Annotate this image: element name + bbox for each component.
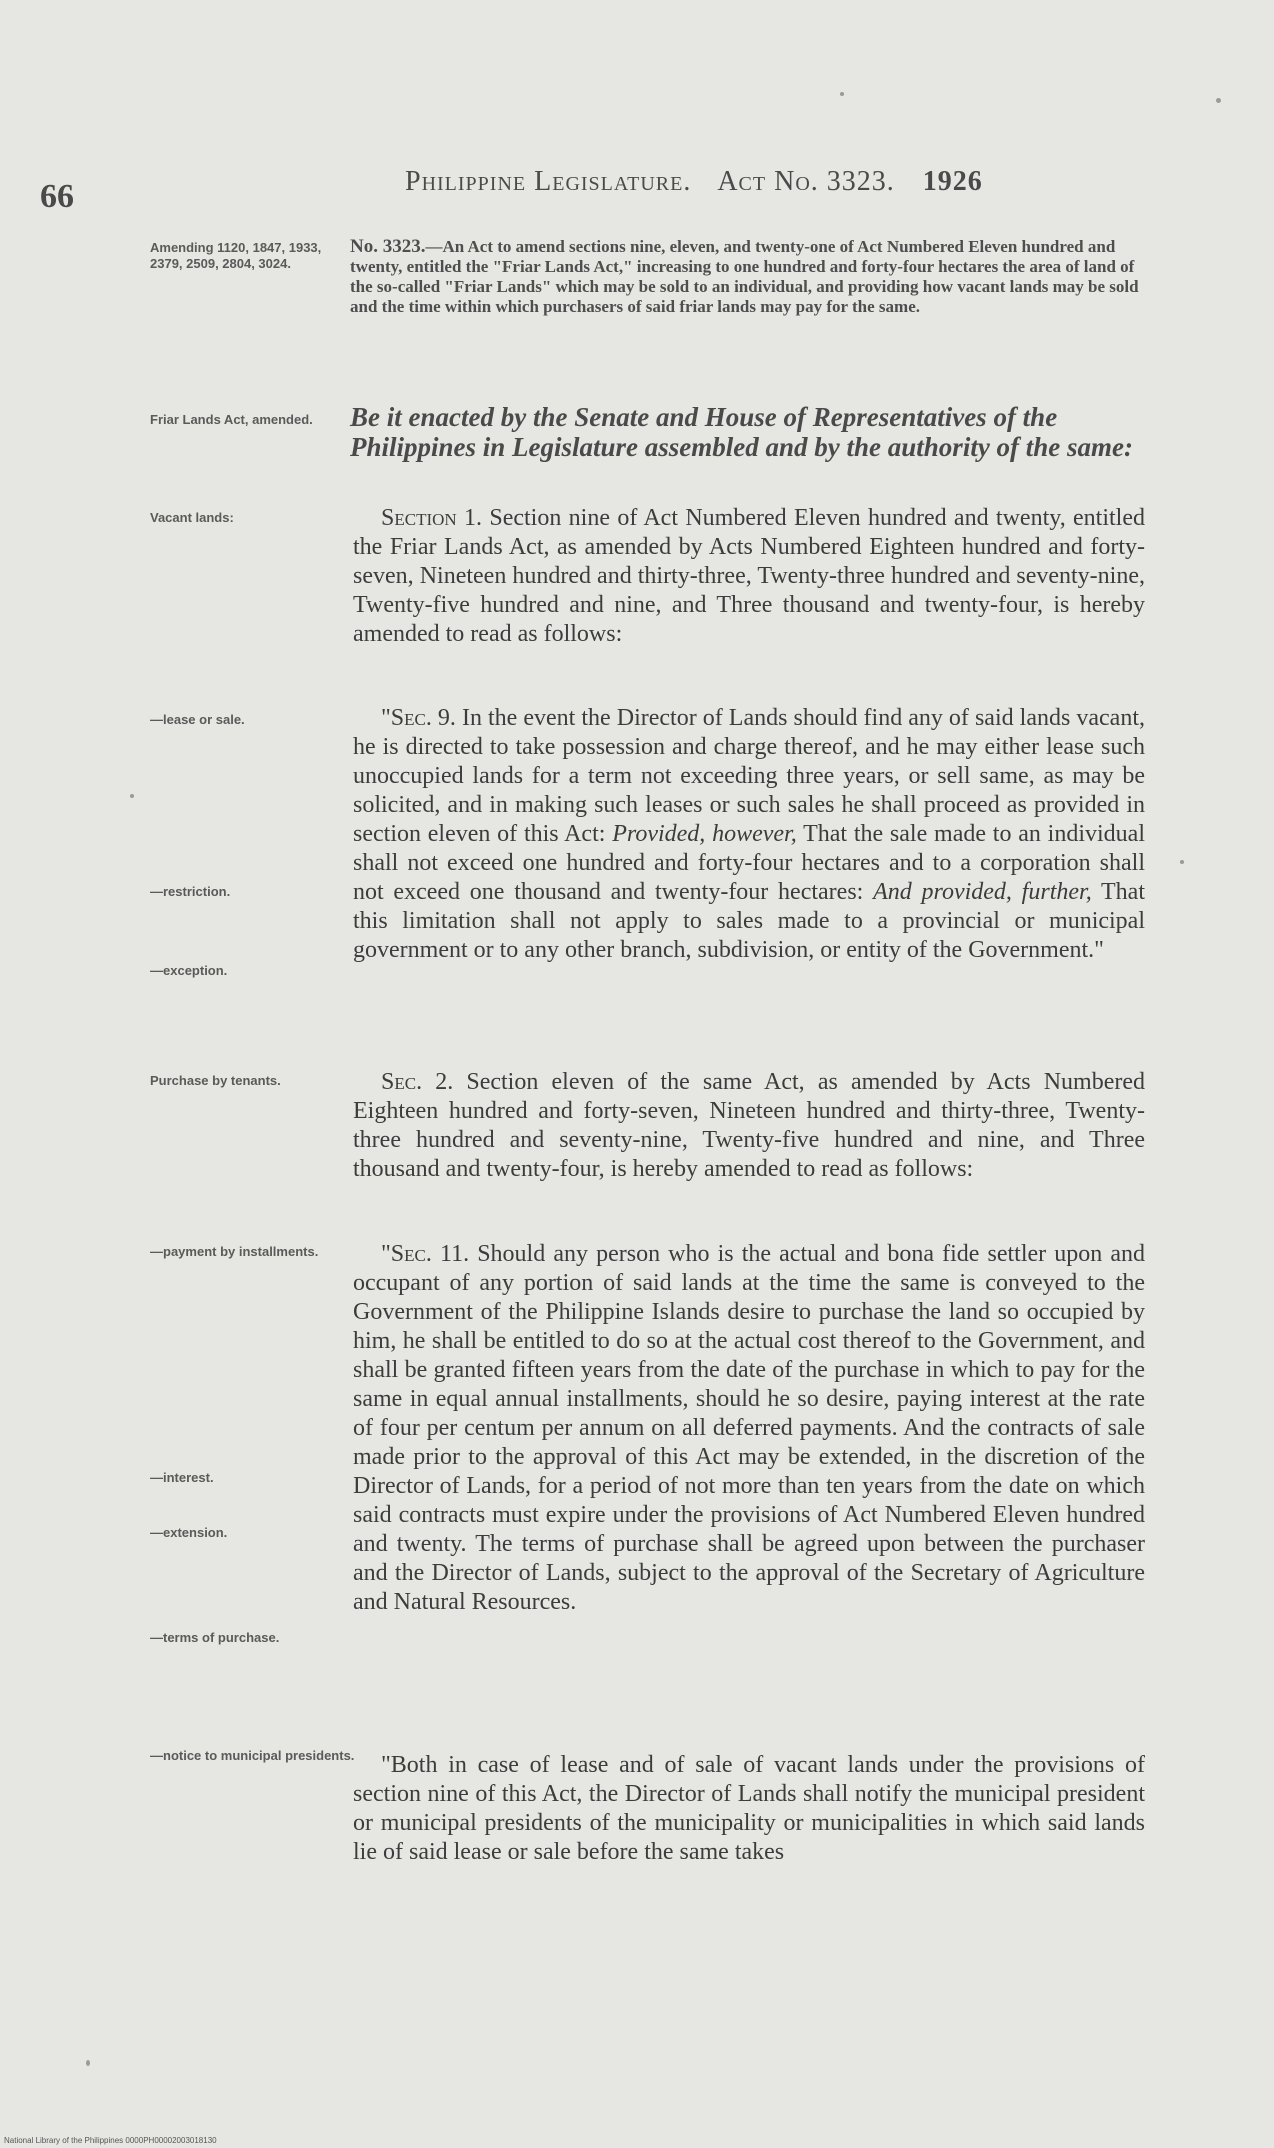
section-9-open-quote: " [381, 705, 391, 731]
scan-speck [1180, 860, 1184, 864]
page-number: 66 [40, 178, 74, 215]
scan-speck [86, 2060, 90, 2066]
running-head-year: 1926 [922, 166, 983, 197]
margin-note-friar-lands: Friar Lands Act, amended. [150, 412, 313, 427]
act-number: No. 3323. [350, 236, 426, 257]
running-head-title: Philippine Legislature. [405, 166, 692, 197]
running-head [405, 166, 1125, 198]
section-9 [353, 704, 1145, 965]
section-9-text-2: That the sale made to an individual shall not exceed one hundred and forty-four hectares and to a corporation shall not exceed one thousand and twenty-four hectares: [353, 821, 1146, 905]
section-2 [353, 1068, 1145, 1184]
section-2-label: Sec. 2. [381, 1069, 454, 1095]
margin-note-exception: —exception. [150, 963, 228, 978]
section-9-text-1: In the event the Director of Lands should find any of said lands vacant, he is directed to take possession and charge thereof, and he may either lease such unoccupied lands for a term not exceeding three years, or sell same, as may be solicited, and in making such leases or such sales he shall proceed as provided in section eleven of this Act: [353, 705, 1145, 847]
enacting-clause: Be it enacted by the Senate and House of Representatives of the Philippines in Legislature assembled and by the authority of the same: [350, 402, 1134, 462]
section-9-text-3: That this limitation shall not apply to sales made to a provincial or municipal government or to any other branch, subdivision, or entity of the Government." [353, 879, 1146, 963]
scan-speck [1216, 98, 1221, 103]
section-11 [353, 1240, 1145, 1617]
section-1-text: Section nine of Act Numbered Eleven hundred and twenty, entitled the Friar Lands Act, as amended by Acts Numbered Eighteen hundred and forty-seven, Nineteen hundred and thirty-three, Twenty-three hundred and seventy-nine, Twenty-five hundred and nine, and Three thousand and twenty-four, is hereby amended to read as follows: [353, 505, 1146, 647]
section-2-text: Section eleven of the same Act, as amended by Acts Numbered Eighteen hundred and forty-seven, Nineteen hundred and thirty-three, Twenty-three hundred and seventy-nine, Twenty-five hundred and nine, and Three thousand and twenty-four, is hereby amended to read as follows: [353, 1069, 1145, 1182]
notice-paragraph: "Both in case of lease and of sale of vacant lands under the provisions of section nine of this Act, the Director of Lands shall notify the municipal president or municipal presidents of the municipality or municipalities in which said lands lie of said lease or sale before the same takes [353, 1752, 1145, 1865]
section-1-label: Section 1. [381, 505, 483, 531]
section-1 [353, 504, 1145, 649]
act-title-text: —An Act to amend sections nine, eleven, and twenty-one of Act Numbered Eleven hundred and twenty, entitled the "Friar Lands Act," increasing to one hundred and forty-four hectares the area of land of the so-called "Friar Lands" which may be sold to an individual, and providing how vacant lands may be sold and the time within which purchasers of said friar lands may pay for the same. [350, 237, 1139, 316]
section-9-proviso-2: And provided, further, [873, 879, 1092, 905]
margin-note-notice: —notice to municipal presidents. [150, 1748, 355, 1763]
margin-note-vacant-lands: Vacant lands: [150, 510, 234, 525]
margin-note-terms-of-purchase: —terms of purchase. [150, 1630, 280, 1645]
section-11-open-quote: " [381, 1241, 391, 1267]
scan-speck [840, 92, 844, 96]
section-11-label: Sec. 11. [390, 1241, 470, 1267]
running-head-act: Act No. 3323. [717, 166, 895, 197]
margin-note-payment-by-installments: —payment by installments. [150, 1244, 319, 1259]
section-11-text: Should any person who is the actual and bona fide settler upon and occupant of any portion of said lands at the time the same is conveyed to the Government of the Philippine Islands desire to purchase the land so occupied by him, he shall be entitled to do so at the actual cost thereof to the Government, and shall be granted fifteen years from the date of the purchase in which to pay for the same in equal annual installments, should he so desire, paying interest at the rate of four per centum per annum on all deferred payments. And the contracts of sale made prior to the approval of this Act may be extended, in the discretion of the Director of Lands, for a period of not more than ten years from the date on which said contracts must expire under the provisions of Act Numbered Eleven hundred and twenty. The terms of purchase shall be agreed upon between the purchaser and the Director of Lands, subject to the approval of the Secretary of Agriculture and Natural Resources. [353, 1241, 1146, 1615]
scan-footer: National Library of the Philippines 0000PH00002003018130 [4, 2136, 217, 2145]
act-title [350, 237, 1150, 317]
margin-note-amending: Amending 1120, 1847, 1933, 2379, 2509, 2804, 3024. [150, 240, 322, 271]
margin-note-restriction: —restriction. [150, 884, 231, 899]
section-9-proviso-1: Provided, however, [612, 821, 797, 847]
margin-note-purchase-by-tenants: Purchase by tenants. [150, 1073, 281, 1088]
margin-note-lease-or-sale: —lease or sale. [150, 712, 245, 727]
margin-note-extension: —extension. [150, 1525, 228, 1540]
scan-speck [130, 794, 134, 798]
margin-note-interest: —interest. [150, 1470, 214, 1485]
section-9-label: Sec. 9. [390, 705, 456, 731]
